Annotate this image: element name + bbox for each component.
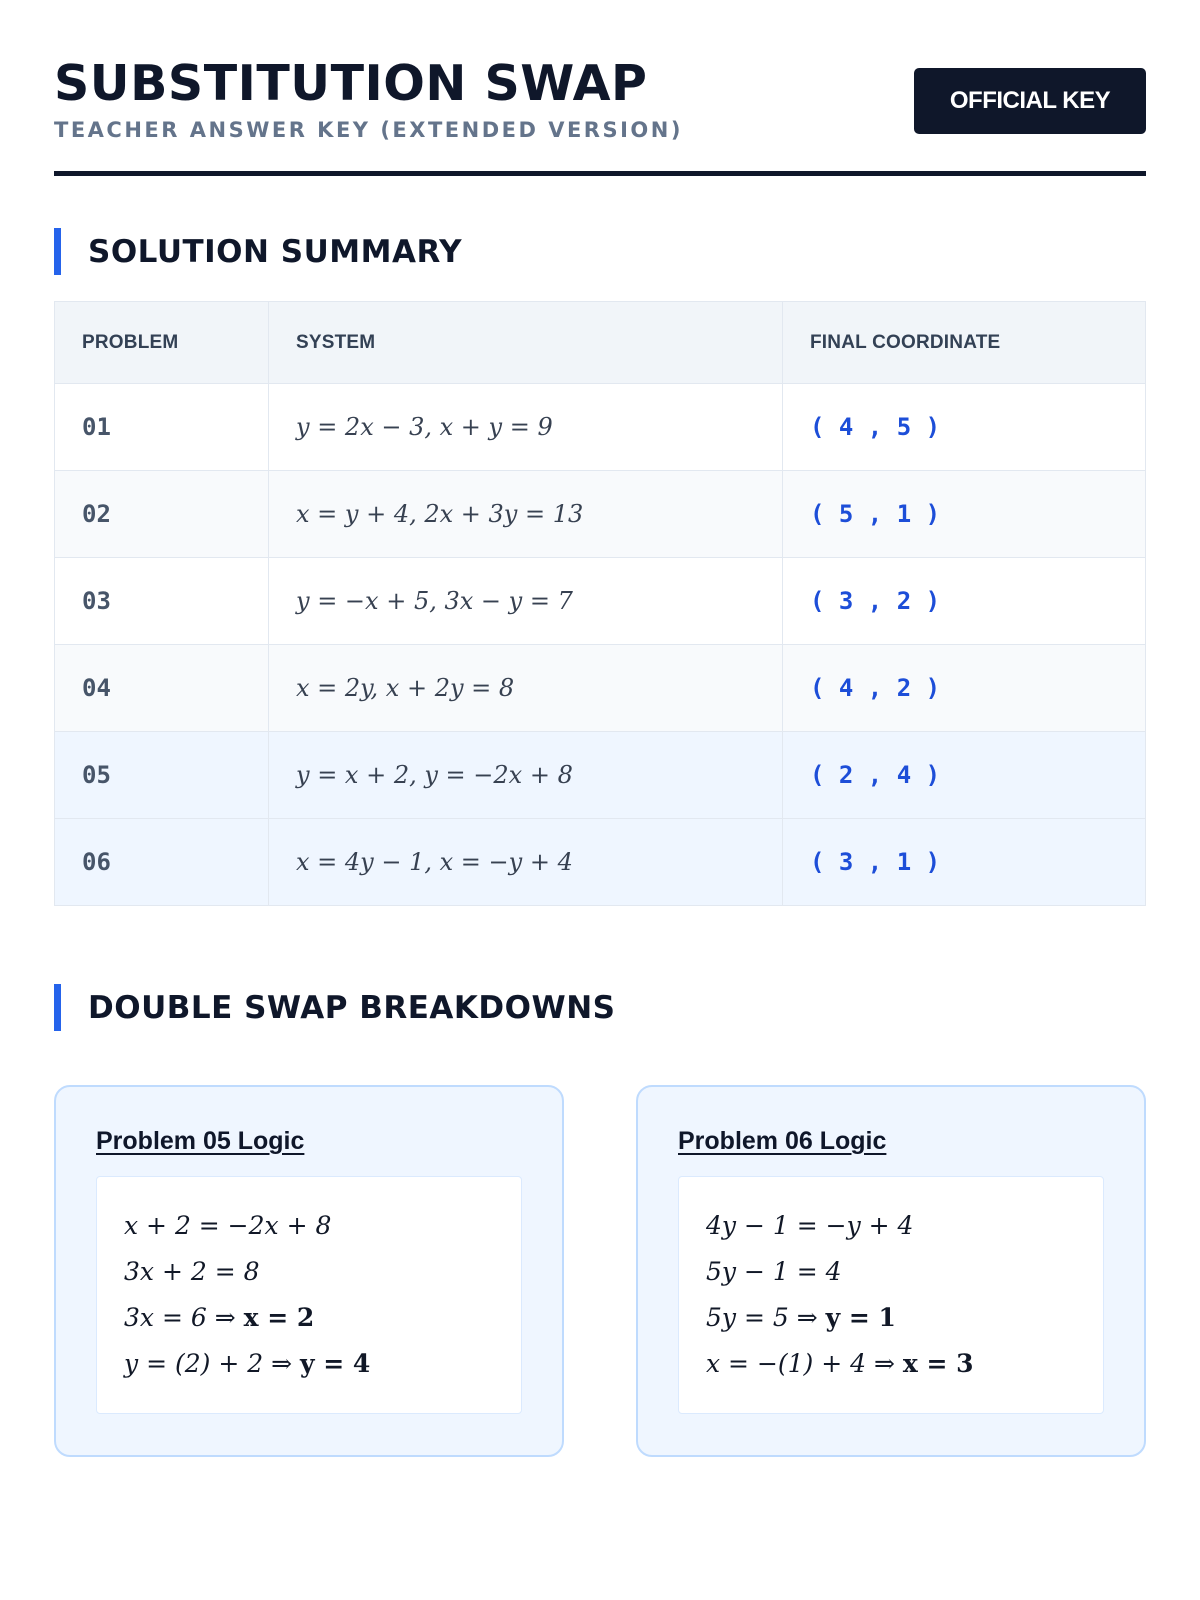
problem-number: 05 xyxy=(55,732,269,819)
table-row xyxy=(55,732,1146,819)
system-equations: y = 2x − 3, x + y = 9 xyxy=(269,384,783,471)
step-line xyxy=(124,1295,494,1341)
step-line xyxy=(706,1249,1076,1295)
column-header-final-coordinate: FINAL COORDINATE xyxy=(783,302,1146,384)
final-coordinate: ( 5 , 1 ) xyxy=(783,471,1146,558)
table-row xyxy=(55,384,1146,471)
problem-number: 03 xyxy=(55,558,269,645)
card-title: Problem 05 Logic xyxy=(96,1127,305,1155)
step-result: y = 1 xyxy=(825,1303,896,1332)
problem-06-logic-card xyxy=(636,1085,1146,1457)
step-expression: 3x = 6 ⇒ xyxy=(124,1303,244,1332)
final-coordinate: ( 4 , 2 ) xyxy=(783,645,1146,732)
final-coordinate: ( 3 , 2 ) xyxy=(783,558,1146,645)
title-block xyxy=(54,56,683,142)
step-expression: y = (2) + 2 ⇒ xyxy=(124,1349,300,1378)
card-title: Problem 06 Logic xyxy=(678,1127,887,1155)
final-coordinate: ( 3 , 1 ) xyxy=(783,819,1146,906)
double-swap-breakdowns-heading xyxy=(54,984,1146,1031)
table-header-row xyxy=(55,302,1146,384)
section-title-text: SOLUTION SUMMARY xyxy=(88,233,463,270)
table-row xyxy=(55,471,1146,558)
step-expression: 5y = 5 ⇒ xyxy=(706,1303,826,1332)
step-line xyxy=(124,1341,494,1387)
system-equations: x = 4y − 1, x = −y + 4 xyxy=(269,819,783,906)
step-line xyxy=(124,1203,494,1249)
step-line xyxy=(124,1249,494,1295)
final-coordinate: ( 4 , 5 ) xyxy=(783,384,1146,471)
header-divider xyxy=(54,171,1146,176)
system-equations: y = x + 2, y = −2x + 8 xyxy=(269,732,783,819)
step-line xyxy=(706,1295,1076,1341)
worked-steps xyxy=(96,1176,522,1414)
problem-number: 06 xyxy=(55,819,269,906)
breakdown-cards xyxy=(54,1085,1146,1457)
problem-number: 01 xyxy=(55,384,269,471)
step-expression: x + 2 = −2x + 8 xyxy=(124,1211,332,1240)
table-row xyxy=(55,819,1146,906)
problem-05-logic-card xyxy=(54,1085,564,1457)
page-subtitle: TEACHER ANSWER KEY (EXTENDED VERSION) xyxy=(54,118,683,142)
problem-number: 02 xyxy=(55,471,269,558)
step-expression: x = −(1) + 4 ⇒ xyxy=(706,1349,903,1378)
column-header-system: SYSTEM xyxy=(269,302,783,384)
final-coordinate: ( 2 , 4 ) xyxy=(783,732,1146,819)
official-key-badge: OFFICIAL KEY xyxy=(914,68,1146,134)
step-expression: 3x + 2 = 8 xyxy=(124,1257,260,1286)
table-row xyxy=(55,558,1146,645)
step-result: x = 2 xyxy=(243,1303,315,1332)
section-title-text: DOUBLE SWAP BREAKDOWNS xyxy=(88,989,616,1026)
worked-steps xyxy=(678,1176,1104,1414)
header xyxy=(54,56,1146,142)
step-result: y = 4 xyxy=(299,1349,371,1378)
system-equations: x = 2y, x + 2y = 8 xyxy=(269,645,783,732)
step-expression: 4y − 1 = −y + 4 xyxy=(706,1211,914,1240)
problem-number: 04 xyxy=(55,645,269,732)
step-line xyxy=(706,1341,1076,1387)
section-accent-bar xyxy=(54,228,61,275)
step-result: x = 3 xyxy=(902,1349,974,1378)
solution-summary-table xyxy=(54,301,1146,906)
step-expression: 5y − 1 = 4 xyxy=(706,1257,842,1286)
table-row xyxy=(55,645,1146,732)
section-accent-bar xyxy=(54,984,61,1031)
system-equations: y = −x + 5, 3x − y = 7 xyxy=(269,558,783,645)
column-header-problem: PROBLEM xyxy=(55,302,269,384)
system-equations: x = y + 4, 2x + 3y = 13 xyxy=(269,471,783,558)
step-line xyxy=(706,1203,1076,1249)
solution-summary-heading xyxy=(54,228,1146,275)
page-title: SUBSTITUTION SWAP xyxy=(54,55,648,112)
